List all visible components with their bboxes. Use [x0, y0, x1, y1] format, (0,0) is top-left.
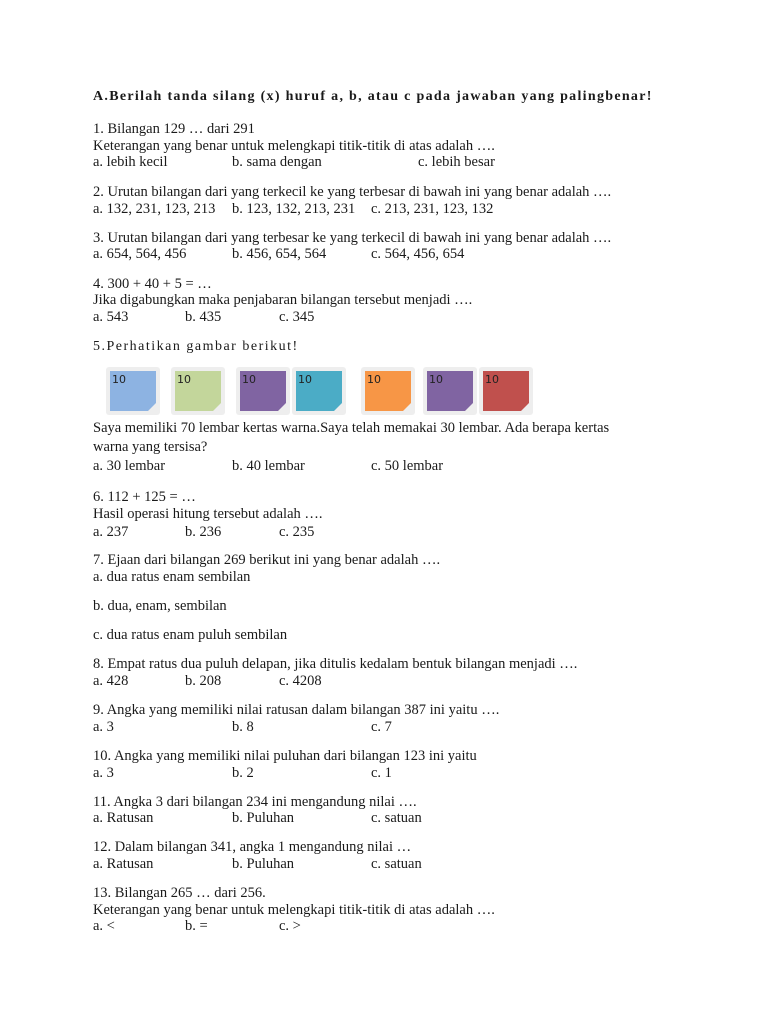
question-3-option-c[interactable]: c. 564, 456, 654 [371, 246, 465, 262]
paper-note [423, 367, 477, 415]
paper-note [171, 367, 225, 415]
question-5-option-a[interactable]: a. 30 lembar [93, 458, 166, 474]
question-1-option-a[interactable]: a. lebih kecil [93, 154, 168, 170]
question-12-option-b[interactable]: b. Puluhan [232, 856, 295, 872]
question-4-text: 4. 300 + 40 + 5 = … [93, 276, 212, 292]
question-3-option-b[interactable]: b. 456, 654, 564 [232, 246, 327, 262]
question-8-option-c[interactable]: c. 4208 [279, 673, 322, 689]
question-13-option-b[interactable]: b. = [185, 918, 208, 934]
question-7-text: 7. Ejaan dari bilangan 269 berikut ini yang benar adalah …. [93, 552, 441, 568]
question-8-option-b[interactable]: b. 208 [185, 673, 222, 689]
question-6-subtext: Hasil operasi hitung tersebut adalah …. [93, 506, 323, 522]
paper-note-label: 10 [112, 373, 126, 386]
question-1-option-c[interactable]: c. lebih besar [418, 154, 495, 170]
question-12-option-a[interactable]: a. Ratusan [93, 856, 154, 872]
question-10-text: 10. Angka yang memiliki nilai puluhan dari bilangan 123 ini yaitu [93, 748, 477, 764]
question-3-text: 3. Urutan bilangan dari yang terbesar ke yang terkecil di bawah ini yang benar adalah …. [93, 230, 612, 246]
question-4-option-a[interactable]: a. 543 [93, 309, 129, 325]
question-7-option-b[interactable]: b. dua, enam, sembilan [93, 598, 227, 614]
paper-note-label: 10 [242, 373, 256, 386]
paper-note [361, 367, 415, 415]
paper-note-label: 10 [298, 373, 312, 386]
question-6-option-a[interactable]: a. 237 [93, 524, 129, 540]
question-6-text: 6. 112 + 125 = … [93, 489, 196, 505]
paper-note [106, 367, 160, 415]
question-9-option-b[interactable]: b. 8 [232, 719, 254, 735]
question-1-subtext: Keterangan yang benar untuk melengkapi titik-titik di atas adalah …. [93, 138, 495, 154]
question-2-option-c[interactable]: c. 213, 231, 123, 132 [371, 201, 494, 217]
question-2-option-b[interactable]: b. 123, 132, 213, 231 [232, 201, 356, 217]
question-13-text: 13. Bilangan 265 … dari 256. [93, 885, 266, 901]
question-11-option-b[interactable]: b. Puluhan [232, 810, 295, 826]
question-5-option-c[interactable]: c. 50 lembar [371, 458, 444, 474]
question-6-option-c[interactable]: c. 235 [279, 524, 315, 540]
question-10-option-a[interactable]: a. 3 [93, 765, 114, 781]
question-9-option-c[interactable]: c. 7 [371, 719, 392, 735]
question-2-text: 2. Urutan bilangan dari yang terkecil ke yang terbesar di bawah ini yang benar adalah …. [93, 184, 612, 200]
question-11-text: 11. Angka 3 dari bilangan 234 ini mengandung nilai …. [93, 794, 417, 810]
question-1-text: 1. Bilangan 129 … dari 291 [93, 121, 255, 137]
question-4-option-b[interactable]: b. 435 [185, 309, 222, 325]
question-12-text: 12. Dalam bilangan 341, angka 1 mengandung nilai … [93, 839, 412, 855]
question-12-option-c[interactable]: c. satuan [371, 856, 422, 872]
question-5-question: warna yang tersisa? [93, 439, 208, 455]
question-13-option-c[interactable]: c. > [279, 918, 301, 934]
question-13-option-a[interactable]: a. < [93, 918, 115, 934]
question-6-option-b[interactable]: b. 236 [185, 524, 222, 540]
question-13-subtext: Keterangan yang benar untuk melengkapi titik-titik di atas adalah …. [93, 902, 495, 918]
question-10-option-c[interactable]: c. 1 [371, 765, 392, 781]
question-5-option-b[interactable]: b. 40 lembar [232, 458, 305, 474]
question-7-option-c[interactable]: c. dua ratus enam puluh sembilan [93, 627, 288, 643]
question-10-option-b[interactable]: b. 2 [232, 765, 254, 781]
question-5-text: 5.Perhatikan gambar berikut! [93, 339, 299, 354]
paper-note-label: 10 [367, 373, 381, 386]
question-9-text: 9. Angka yang memiliki nilai ratusan dalam bilangan 387 ini yaitu …. [93, 702, 500, 718]
question-9-option-a[interactable]: a. 3 [93, 719, 114, 735]
paper-note-label: 10 [177, 373, 191, 386]
question-8-text: 8. Empat ratus dua puluh delapan, jika ditulis kedalam bentuk bilangan menjadi …. [93, 656, 578, 672]
paper-note [479, 367, 533, 415]
colored-paper-notes [106, 367, 546, 417]
paper-note-label: 10 [485, 373, 499, 386]
instruction-heading: A.Berilah tanda silang (x) huruf a, b, atau c pada jawaban yang palingbenar! [93, 89, 653, 104]
paper-note [292, 367, 346, 415]
question-4-option-c[interactable]: c. 345 [279, 309, 315, 325]
question-3-option-a[interactable]: a. 654, 564, 456 [93, 246, 187, 262]
question-4-subtext: Jika digabungkan maka penjabaran bilangan tersebut menjadi …. [93, 292, 473, 308]
paper-note [236, 367, 290, 415]
question-5-story: Saya memiliki 70 lembar kertas warna.Saya telah memakai 30 lembar. Ada berapa kertas [93, 420, 610, 436]
question-7-option-a[interactable]: a. dua ratus enam sembilan [93, 569, 251, 585]
question-11-option-a[interactable]: a. Ratusan [93, 810, 154, 826]
question-11-option-c[interactable]: c. satuan [371, 810, 422, 826]
question-1-option-b[interactable]: b. sama dengan [232, 154, 322, 170]
paper-note-label: 10 [429, 373, 443, 386]
question-8-option-a[interactable]: a. 428 [93, 673, 129, 689]
question-2-option-a[interactable]: a. 132, 231, 123, 213 [93, 201, 216, 217]
